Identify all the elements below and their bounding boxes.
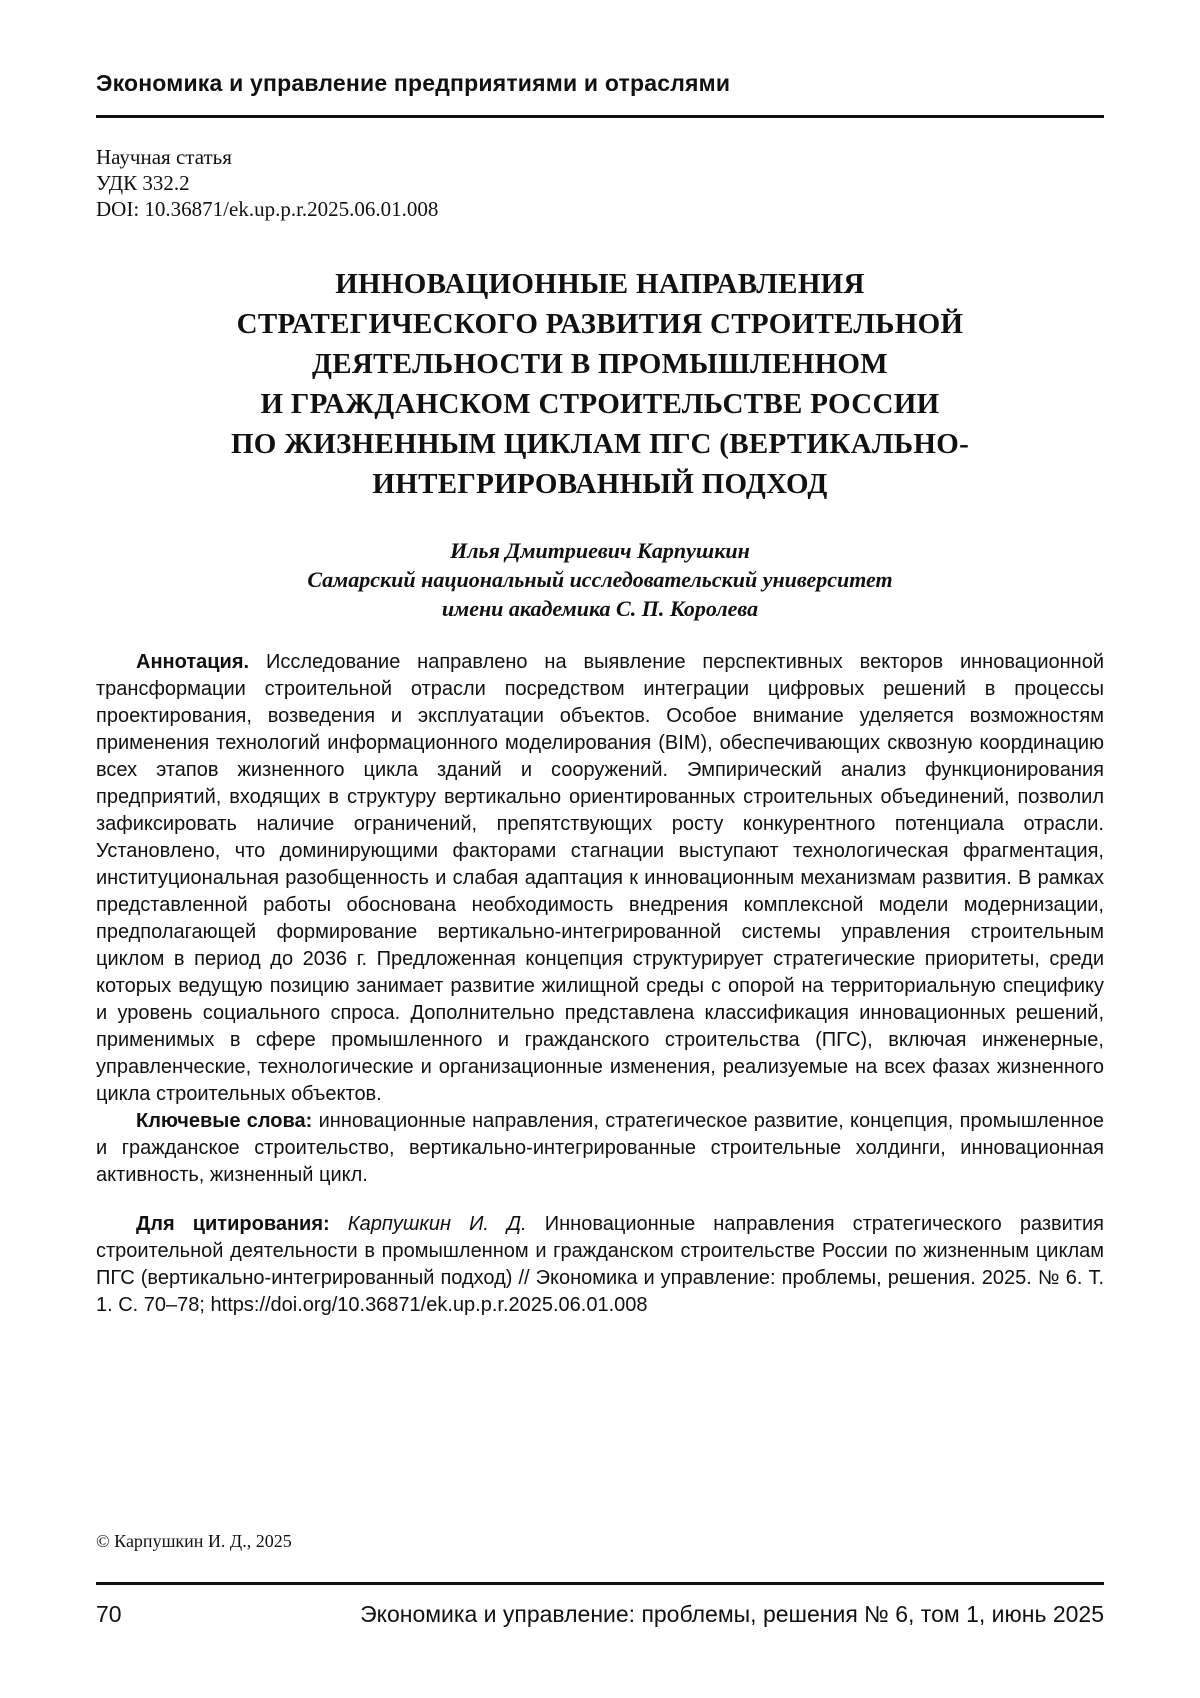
- keywords-text: инновационные направления, стратегическое развитие, концепция, промышленное и гражданское строительство, вертикально-интегрированные строительные холдинги, инновационная активность, жизненный цикл.: [96, 1110, 1105, 1186]
- udk-code: УДК 332.2: [96, 171, 190, 195]
- title-line: И ГРАЖДАНСКОМ СТРОИТЕЛЬСТВЕ РОССИИ: [260, 388, 940, 420]
- citation-author: Карпушкин И. Д.: [347, 1213, 527, 1235]
- article-title: [96, 264, 1104, 504]
- page-bottom: [96, 1530, 1104, 1628]
- citation-block: [96, 1211, 1104, 1319]
- abstract-and-keywords: [96, 649, 1104, 1189]
- title-line: ИННОВАЦИОННЫЕ НАПРАВЛЕНИЯ: [335, 268, 865, 300]
- title-line: ПО ЖИЗНЕННЫМ ЦИКЛАМ ПГС (ВЕРТИКАЛЬНО-: [230, 428, 970, 460]
- footer-divider: [96, 1582, 1104, 1585]
- article-type: Научная статья: [96, 145, 232, 169]
- abstract-label: Аннотация.: [136, 651, 250, 673]
- abstract-text: Исследование направлено на выявление перспективных векторов инновационной трансформации строительной отрасли посредством интеграции цифровых решений в процессы проектирования, возведения и эксплуатации объектов. Особое внимание уделяется возможностям применения технологий информационного моделирования (BIM), обеспечивающих сквозную координацию всех этапов жизненного цикла зданий и сооружений. Эмпирический анализ функционирования предприятий, входящих в структуру вертикально ориентированных строительных объединений, позволил зафиксировать наличие ограничений, препятствующих росту конкурентного потенциала отрасли. Установлено, что доминирующими факторами стагнации выступают технологическая фрагментация, институциональная разобщенность и слабая адаптация к инновационным механизмам развития. В рамках представленной работы обоснована необходимость внедрения комплексной модели модернизации, предполагающей формирование вертикально-интегрированной системы управления строительным циклом в период до 2036 г. Предложенная концепция структурирует стратегические приоритеты, среди которых ведущую позицию занимает развитие жилищной среды с опорой на территориальную специфику и уровень социального спроса. Дополнительно представлена классификация инновационных решений, применимых в сфере промышленного и гражданского строительства (ПГС), включая инженерные, управленческие, технологические и организационные изменения, реализуемые на всех фазах жизненного цикла строительных объектов.: [96, 651, 1105, 1105]
- author-affiliation: имени академика С. П. Королева: [441, 596, 759, 621]
- doi-line: DOI: 10.36871/ek.up.p.r.2025.06.01.008: [96, 197, 439, 221]
- citation-label: Для цитирования:: [136, 1213, 330, 1235]
- abstract-paragraph: [96, 649, 1104, 1108]
- page-number: 70: [96, 1601, 122, 1627]
- citation-text: Инновационные направления стратегического развития строительной деятельности в промышленном и гражданском строительстве России по жизненным циклам ПГС (вертикально-интегрированный подход) // Экономика и управление: проблемы, решения. 2025. № 6. Т. 1. С. 70–78; https://doi.org/10.36871/ek.up.p.r.2025.06.01.008: [96, 1213, 1104, 1316]
- copyright-line: © Карпушкин И. Д., 2025: [96, 1531, 292, 1551]
- keywords-paragraph: [96, 1108, 1104, 1189]
- author-block: [96, 536, 1104, 623]
- journal-section-heading: Экономика и управление предприятиями и отраслями: [96, 70, 1104, 118]
- citation-paragraph: [96, 1211, 1104, 1319]
- author-name: Илья Дмитриевич Карпушкин: [450, 538, 750, 563]
- article-meta: [96, 144, 1104, 222]
- title-line: СТРАТЕГИЧЕСКОГО РАЗВИТИЯ СТРОИТЕЛЬНОЙ: [236, 308, 964, 340]
- page-footer: [96, 1601, 1104, 1628]
- journal-footer-line: Экономика и управление: проблемы, решения № 6, том 1, июнь 2025: [360, 1601, 1104, 1627]
- author-affiliation: Самарский национальный исследовательский университет: [307, 567, 893, 592]
- keywords-label: Ключевые слова:: [136, 1110, 313, 1132]
- title-line: ДЕЯТЕЛЬНОСТИ В ПРОМЫШЛЕННОМ: [312, 348, 888, 380]
- title-line: ИНТЕГРИРОВАННЫЙ ПОДХОД: [372, 468, 828, 500]
